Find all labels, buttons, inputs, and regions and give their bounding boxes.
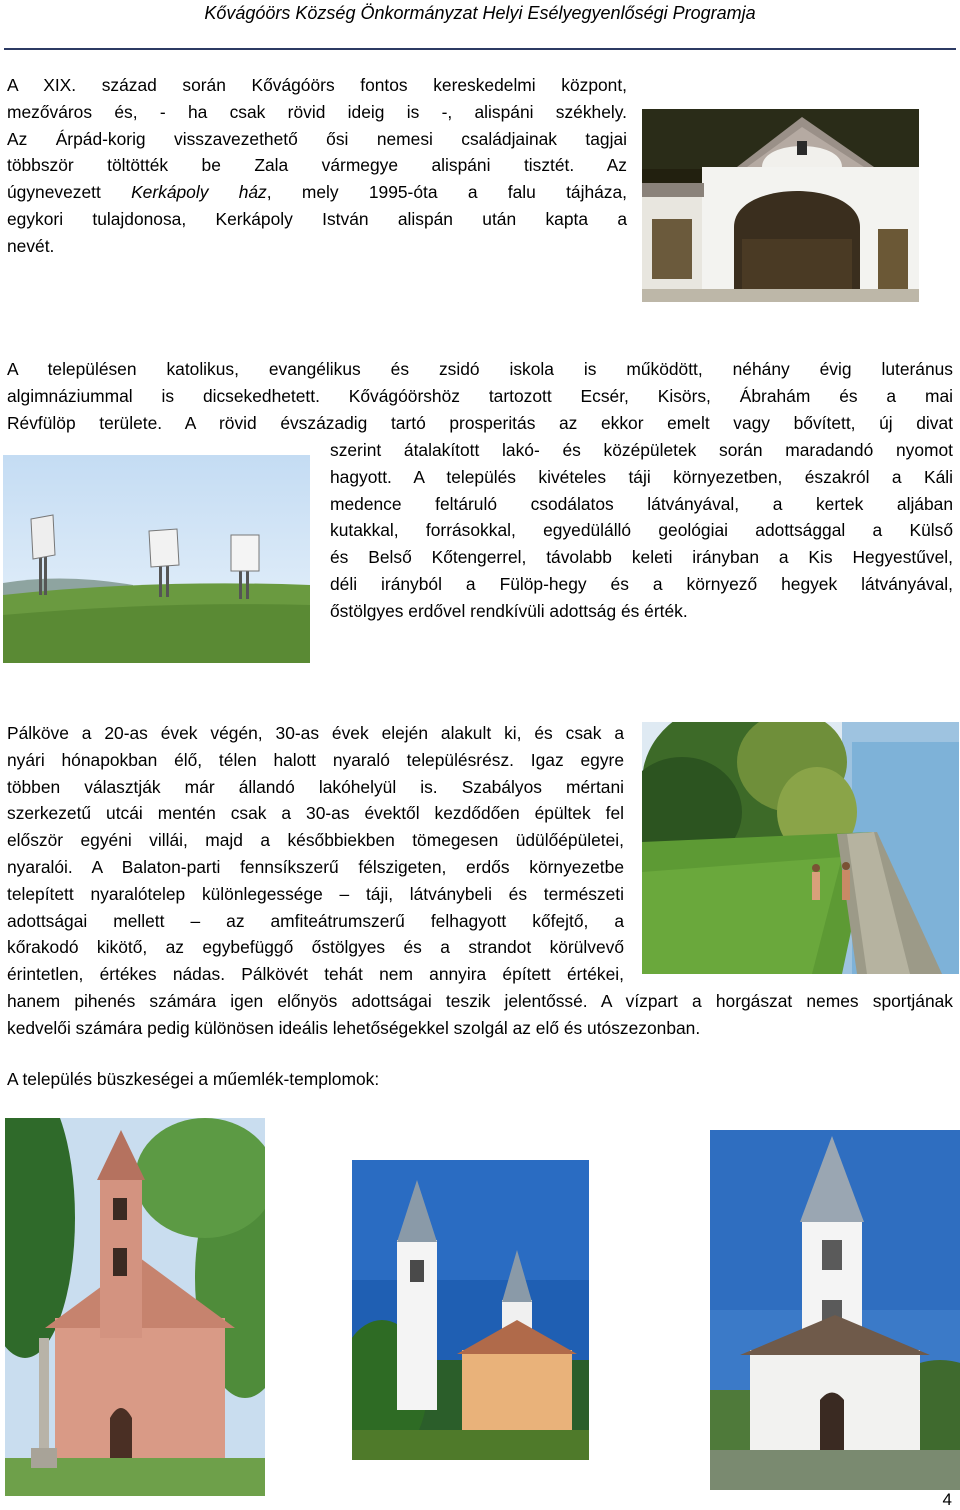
church-image-1 xyxy=(5,1118,265,1496)
text-line: nevét. xyxy=(7,235,55,256)
text-line: kutakkal, forrásokkal, egyedülálló geológiai adottsággal a Külső xyxy=(330,520,953,541)
sculptures-image xyxy=(3,455,310,663)
text-line: A településen katolikus, evangélikus és zsidó iskola is működött, néhány évig luteránus xyxy=(7,359,953,379)
house-name: Kerkápoly ház xyxy=(131,182,267,203)
header-rule xyxy=(4,48,956,50)
text-fragment: úgynevezett xyxy=(7,182,132,203)
gate-photo xyxy=(642,109,919,302)
text-line: kőrakodó kikötő, az egybefüggő őstölgyes és a strandot körülvevő xyxy=(7,937,624,958)
paragraph-landscape xyxy=(330,437,953,625)
text-line: medence feltáruló csodálatos látványával, a kertek aljában xyxy=(330,493,953,514)
paragraph-palkove xyxy=(7,720,624,988)
text-line: Pálköve a 20-as évek végén, 30-as évek elején alakult ki, és csak a xyxy=(7,723,624,743)
text-line: érintetlen, értékes nádas. Pálkövét tehát nem annyira épített értékei, xyxy=(7,964,624,985)
text-line: szerint átalakított lakó- és középületek során maradandó nyomot xyxy=(330,440,953,460)
text-line: Az Árpád-korig visszavezethető ősi nemesi családjainak tagjai xyxy=(7,128,627,149)
church-photo-3 xyxy=(710,1130,960,1490)
paragraph-palkove-cont xyxy=(7,988,953,1042)
sculptures-photo xyxy=(3,455,310,663)
text-line: nyaralói. A Balaton-parti fennsíkszerű félszigeten, erdős környezetbe xyxy=(7,856,624,877)
page-header: Kővágóörs Község Önkormányzat Helyi Esélyegyenlőségi Programja xyxy=(204,3,756,23)
text-line: egykori tulajdonosa, Kerkápoly István alispán után kapta a xyxy=(7,208,627,229)
text-line: nyári hónapokban élő, télen halott nyaraló településrész. Igaz egyre xyxy=(7,749,624,770)
text-line: algimnáziummal is dicsekedhetett. Kővágóörshöz tartozott Ecsér, Kisörs, Ábrahám és a mai xyxy=(7,385,953,406)
text-line: először egyéni villái, majd a későbbiekben tömegesen üdülőépületei, xyxy=(7,830,624,851)
text-line: Révfülöp területe. A rövid évszázadig tartó prosperitás az ekkor emelt vagy bővített, új divat xyxy=(7,412,953,433)
gate-image xyxy=(642,109,919,302)
lakeshore-image xyxy=(642,722,959,974)
text-line: adottságai mellett – az amfiteátrumszerű felhagyott kőfejtő, a xyxy=(7,910,624,931)
text-line: őstölgyes erdővel rendkívüli adottság és érték. xyxy=(330,600,688,621)
church-image-3 xyxy=(710,1130,960,1490)
church-image-2 xyxy=(352,1160,589,1460)
paragraph-history xyxy=(7,72,627,260)
page-number: 4 xyxy=(942,1490,952,1509)
text-line: telepített nyaralótelep különlegessége – táji, látványbeli és természeti xyxy=(7,883,624,904)
text-line: A település büszkeségei a műemlék-templomok: xyxy=(7,1069,380,1089)
text-line: déli irányból a Fülöp-hegy és a környező hegyek látványával, xyxy=(330,573,953,594)
text-line: szerkezetű utcái mentén csak a 30-as évektől kezdődően épültek fel xyxy=(7,803,624,824)
text-line: hagyott. A település kivételes táji környezetben, északról a Káli xyxy=(330,466,953,487)
lakeshore-photo xyxy=(642,722,959,974)
church-photo-2 xyxy=(352,1160,589,1460)
text-line xyxy=(7,179,627,206)
text-line: többször töltötték be Zala vármegye alispáni tisztét. Az xyxy=(7,155,627,176)
church-photo-1 xyxy=(5,1118,265,1496)
text-line: hanem pihenés számára igen előnyös adottságai teszik jelentőssé. A vízpart a horgászat nemes sportjának xyxy=(7,991,953,1011)
paragraph-schools xyxy=(7,356,953,436)
text-fragment: , mely 1995-óta a falu tájháza, xyxy=(266,182,628,203)
text-line: A XIX. század során Kővágóörs fontos kereskedelmi központ, xyxy=(7,75,627,95)
paragraph-churches xyxy=(7,1066,707,1093)
text-line: mezőváros és, - ha csak rövid ideig is -, alispáni székhely. xyxy=(7,101,627,122)
text-line: többen választják már állandó lakóhelyül is. Szabályos mértani xyxy=(7,776,624,797)
text-line: és Belső Kőtengerrel, távolabb keleti irányban a Kis Hegyestűvel, xyxy=(330,547,953,568)
text-line: kedvelői számára pedig különösen ideális lehetőségekkel szolgál az elő és utószezonban. xyxy=(7,1017,701,1038)
